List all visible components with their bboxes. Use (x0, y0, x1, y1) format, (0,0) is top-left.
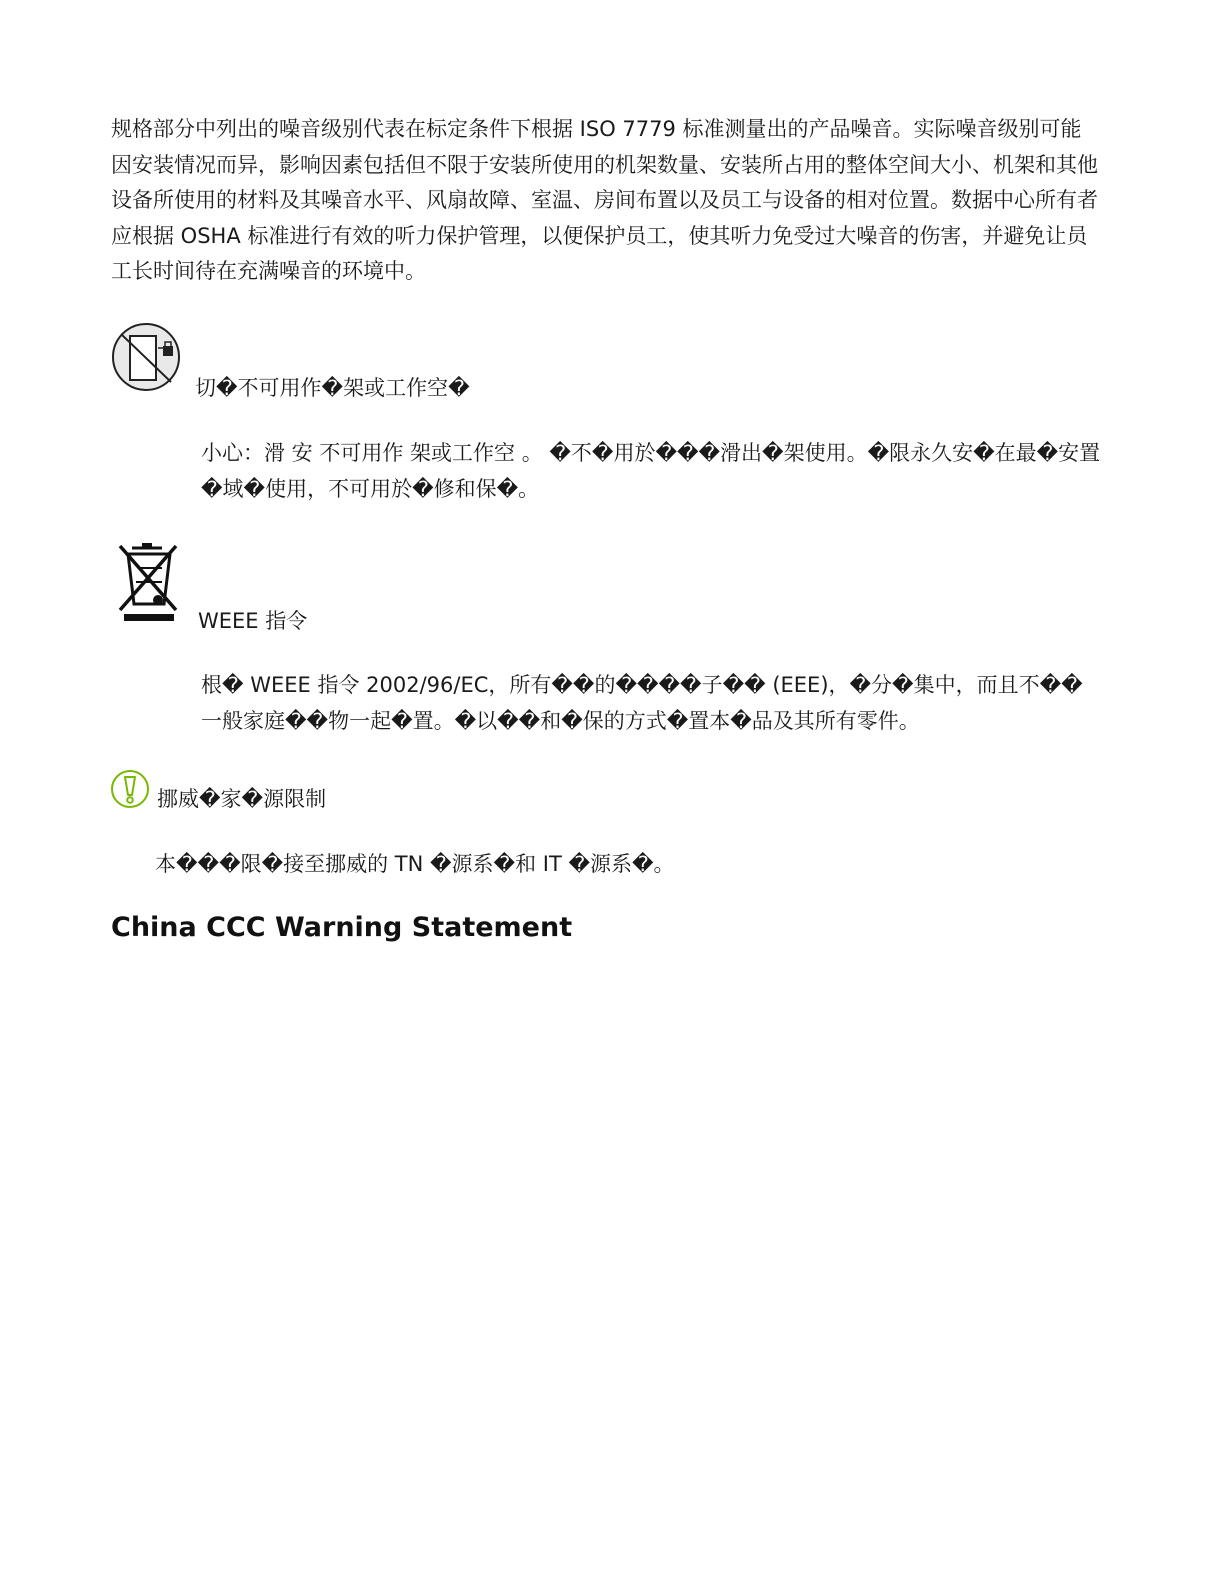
section-heading: China CCC Warning Statement (111, 912, 573, 943)
rack-warning-title: 切�不可用作�架或工作空� (195, 376, 470, 400)
noise-level-paragraph: 规格部分中列出的噪音级别代表在标定条件下根据 ISO 7779 标准测量出的产品噪音。实际噪音级别可能因安装情况而异，影响因素包括但不限于安装所使用的机架数量、安装所占用的整体空间大小、机架和其他设备所使用的材料及其噪音水平、风扇故障、室温、房间布置以及员工与设备的相对位置。数据中心所有者应根据 OSHA 标准进行有效的听力保护管理，以便保护员工，使其听力免受过大噪音的伤害，并避免让员工长时间待在充满噪音的环境中。 (111, 117, 1098, 283)
weee-title: WEEE 指令 (198, 609, 308, 633)
exclamation-circle-icon (110, 768, 152, 810)
weee-paragraph: 根� WEEE 指令 2002/96/EC，所有��的����子�� (EEE)，�分�集中，而且不��一般家庭��物一起�置。�以��和�保的方式�置本�品及其所有零件。 (201, 673, 1083, 733)
rack-caution-paragraph: 小心：滑 安 不可用作 架或工作空 。 �不�用於���滑出�架使用。�限永久安�在最�安置�域�使用，不可用於�修和保�。 (201, 441, 1101, 501)
norway-power-paragraph: 本���限�接至挪威的 TN �源系�和 IT �源系�。 (155, 852, 675, 876)
norway-power-title: 挪威�家�源限制 (157, 787, 327, 811)
weee-crossed-bin-icon (118, 540, 180, 624)
no-rack-shelf-icon (111, 322, 183, 394)
